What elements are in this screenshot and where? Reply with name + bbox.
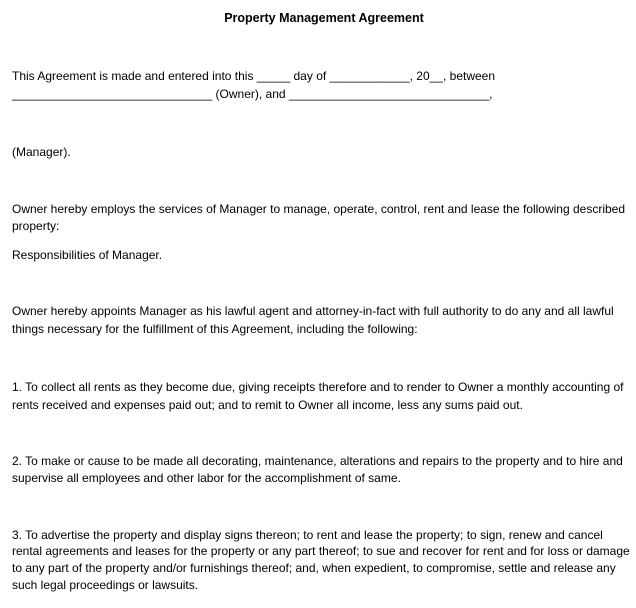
document-title: Property Management Agreement (224, 11, 424, 25)
item-1-line-1: 1. To collect all rents as they become due, giving receipts therefore and to render to Owner a monthly accounting of (12, 380, 624, 394)
item-3-line-1: 3. To advertise the property and display signs thereon; to rent and lease the property; to sign, renew and cancel (12, 528, 603, 542)
employs-line-2: property: (12, 219, 60, 233)
item-3-line-3: to any part of the property and/or furnishings thereof; and, when expedient, to compromise, settle and release any (12, 561, 616, 575)
appoints-line-1: Owner hereby appoints Manager as his lawful agent and attorney-in-fact with full authority to do any and all lawful (12, 304, 614, 318)
item-2-line-1: 2. To make or cause to be made all decorating, maintenance, alterations and repairs to the property and to hire and (12, 454, 623, 468)
manager-label: (Manager). (12, 145, 71, 159)
responsibilities-heading: Responsibilities of Manager. (12, 248, 163, 262)
intro-line-2: ______________________________ (Owner), and ______________________________, (12, 87, 493, 101)
item-1-line-2: rents received and expenses paid out; and to remit to Owner all income, less any sums paid out. (12, 398, 523, 412)
item-3-line-4: such legal proceedings or lawsuits. (12, 578, 199, 592)
item-3-line-2: rental agreements and leases for the property or any part thereof; to sue and recover for rent and for loss or damage (12, 544, 630, 558)
employs-line-1: Owner hereby employs the services of Manager to manage, operate, control, rent and lease the following described (12, 202, 626, 216)
item-2-line-2: supervise all employees and other labor for the accomplishment of same. (12, 471, 401, 485)
appoints-line-2: things necessary for the fulfillment of this Agreement, including the following: (12, 322, 418, 336)
intro-line-1: This Agreement is made and entered into this _____ day of ____________, 20__, between (12, 69, 496, 83)
